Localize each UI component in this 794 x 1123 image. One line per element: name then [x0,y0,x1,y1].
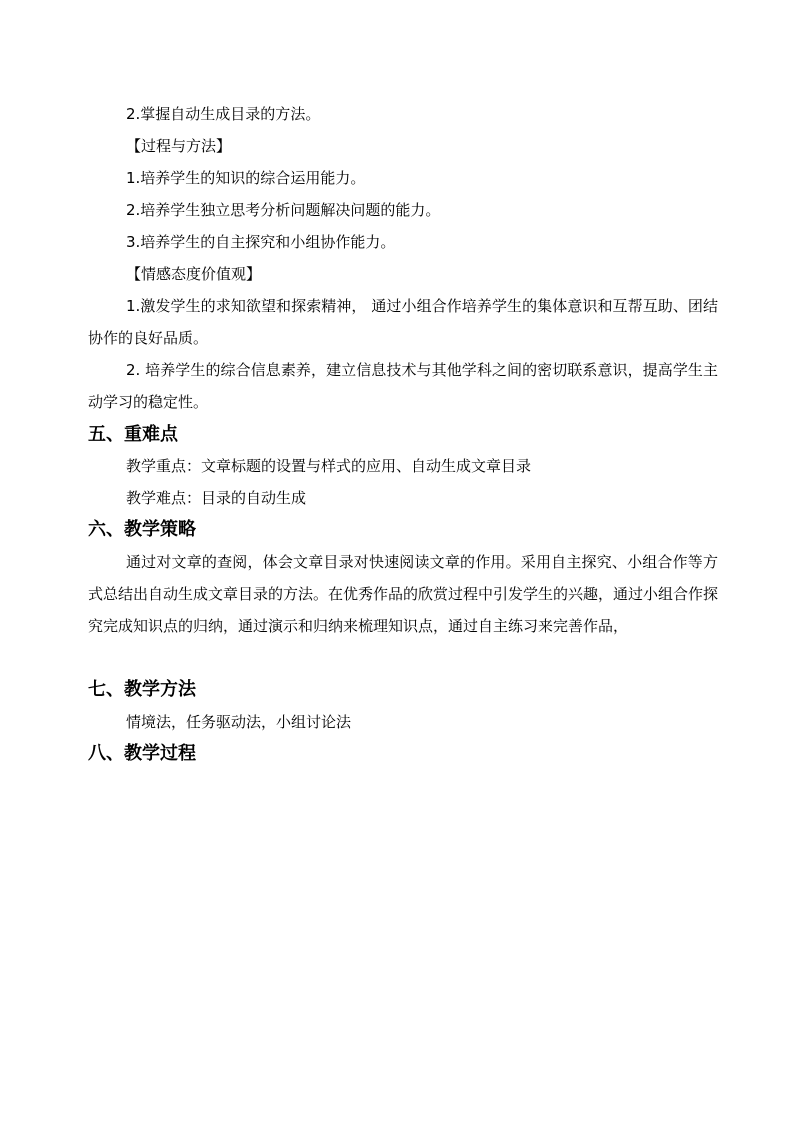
objective-paragraph-2: 2.掌握自动生成目录的方法。 [126,105,321,123]
difficult-point-line: 教学难点：目录的自动生成 [126,489,307,507]
section-heading-key-difficult-points: 五、重难点 [88,424,178,445]
section-heading-teaching-strategy: 六、教学策略 [88,519,196,540]
emotion-paragraph-2: 2. 培养学生的综合信息素养，建立信息技术与其他学科之间的密切联系意识，提高学生主动学习的稳定性。 [88,361,718,411]
section-heading-teaching-process: 八、教学过程 [88,743,196,764]
emotion-paragraph-1: 1.激发学生的求知欲望和探索精神， 通过小组合作培养学生的集体意识和互帮互助、团结协作的良好品质。 [88,297,718,347]
section-heading-teaching-methods: 七、教学方法 [88,679,196,700]
teaching-methods-paragraph: 情境法，任务驱动法，小组讨论法 [126,713,352,731]
subheading-emotion-values: 【情感态度价值观】 [126,265,262,283]
process-paragraph-3: 3.培养学生的自主探究和小组协作能力。 [126,233,396,251]
process-paragraph-1: 1.培养学生的知识的综合运用能力。 [126,169,366,187]
teaching-strategy-paragraph: 通过对文章的查阅，体会文章目录对快速阅读文章的作用。采用自主探究、小组合作等方式总结出自动生成文章目录的方法。在优秀作品的欣赏过程中引发学生的兴趣，通过小组合作探究完成知识点的归纳，通过演示和归纳来梳理知识点，通过自主练习来完善作品， [88,553,719,635]
key-point-line: 教学重点：文章标题的设置与样式的应用、自动生成文章目录 [126,457,532,475]
process-paragraph-2: 2.培养学生独立思考分析问题解决问题的能力。 [126,201,441,219]
subheading-process-methods: 【过程与方法】 [126,137,232,155]
